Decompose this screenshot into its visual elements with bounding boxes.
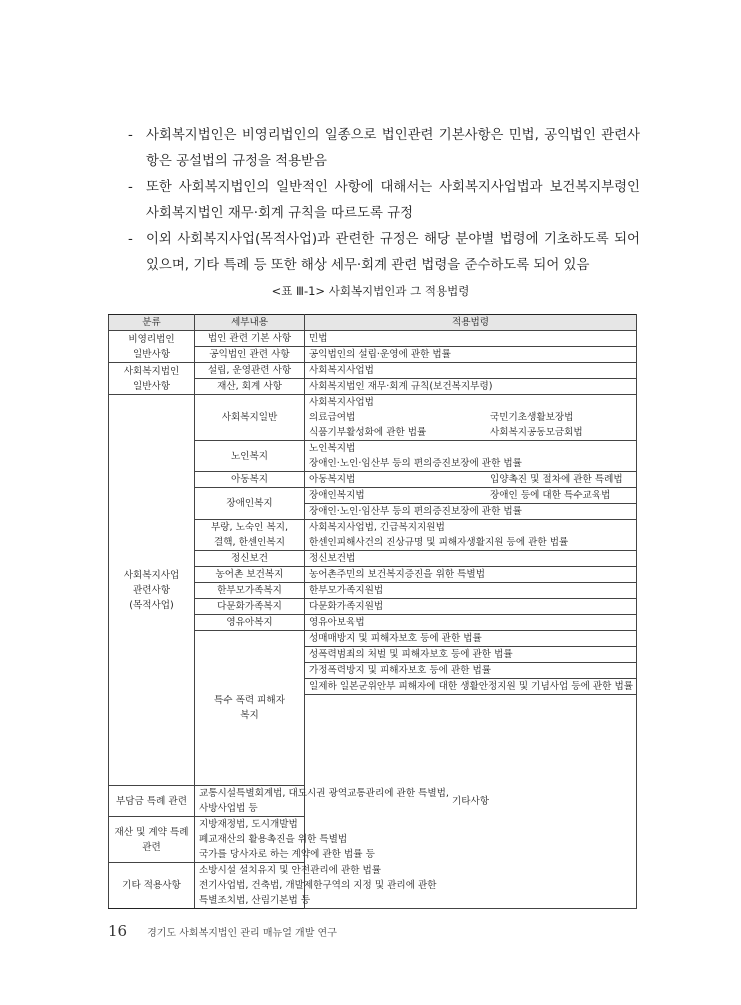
- bullet-dash: -: [128, 232, 133, 247]
- law-text: 아동복지법: [309, 474, 356, 485]
- law-cell: [195, 786, 449, 817]
- law-line: 지방재정법, 도시개발법: [199, 819, 298, 830]
- table-row: [109, 331, 637, 347]
- law-text: 입양촉진 및 절차에 관한 특례법: [490, 474, 623, 485]
- detail-line: 관련: [142, 841, 161, 853]
- bullet-item: [128, 227, 640, 279]
- law-cell: 공익법인의 설립·운영에 관한 법률: [305, 347, 637, 363]
- bullet-list: [128, 123, 640, 279]
- law-table: [108, 314, 637, 909]
- law-text: 의료급여법: [309, 412, 356, 423]
- category-line: 사회복지법인: [123, 365, 180, 377]
- table-header-row: [109, 315, 637, 331]
- detail-line: 복지: [240, 710, 259, 721]
- category-line: 비영리법인: [128, 333, 175, 345]
- detail-cell: 설립, 운영관련 사항: [195, 363, 305, 379]
- category-line: 사회복지사업: [123, 569, 180, 581]
- law-line: 사방사업법 등: [199, 803, 258, 814]
- detail-cell: 공익법인 관련 사항: [195, 347, 305, 363]
- law-cell: 일제하 일본군위안부 피해자에 대한 생활안정지원 및 기념사업 등에 관한 법률: [305, 679, 637, 695]
- law-cell: 다문화가족지원법: [305, 599, 637, 615]
- law-cell: [195, 863, 437, 909]
- header-law: 적용법령: [305, 315, 637, 331]
- detail-line: 결핵, 한센인복지: [214, 537, 285, 548]
- law-line: 장애인·노인·임산부 등의 편의증진보장에 관한 법률: [309, 458, 522, 469]
- law-cell: [195, 817, 375, 863]
- detail-cell: 농어촌 보건복지: [195, 567, 305, 583]
- law-text: 식품기부활성화에 관한 법률: [309, 427, 427, 438]
- law-cell: 장애인·노인·임산부 등의 편의증진보장에 관한 법률: [305, 504, 637, 520]
- law-cell: 정신보건법: [305, 551, 637, 567]
- header-detail: 세부내용: [195, 315, 305, 331]
- category-cell: [109, 363, 195, 395]
- law-line: 교통시설특별회계법, 대도시권 광역교통관리에 관한 특별법,: [199, 788, 449, 799]
- law-cell: 민법: [305, 331, 637, 347]
- detail-cell: 다문화가족복지: [195, 599, 305, 615]
- bullet-item: [128, 123, 640, 175]
- law-text: 사회복지공동모금회법: [490, 427, 583, 438]
- category-cell: [109, 331, 195, 363]
- table-caption: <표 Ⅲ-1> 사회복지법인과 그 적용법령: [271, 284, 470, 298]
- law-line: 전기사업법, 건축법, 개발제한구역의 지정 및 관리에 관한: [199, 880, 437, 891]
- law-cell: 한부모가족지원법: [305, 583, 637, 599]
- table-row: [109, 363, 637, 379]
- law-line: 사회복지사업법: [309, 397, 374, 408]
- category-line: (목적사업): [129, 599, 174, 611]
- law-line: [309, 425, 632, 440]
- bullet-text: 이외 사회복지사업(목적사업)과 관련한 규정은 해당 분야별 법령에 기초하도록 되어 있으며, 기타 특례 등 또한 해상 세무·회계 관련 법령을 준수하도록 되어 있음: [146, 232, 640, 273]
- law-line: [309, 410, 632, 425]
- detail-cell: 법인 관련 기본 사항: [195, 331, 305, 347]
- header-category: 분류: [109, 315, 195, 331]
- detail-cell: 기타 적용사항: [109, 863, 195, 909]
- bullet-text: 또한 사회복지법인의 일반적인 사항에 대해서는 사회복지사업법과 보건복지부령인 사회복지법인 재무·회계 규칙을 따르도록 규정: [146, 180, 640, 221]
- law-text: 장애인 등에 대한 특수교육법: [490, 490, 611, 501]
- law-line: 소방시설 설치유지 및 안전관리에 관한 법률: [199, 865, 382, 876]
- detail-cell: 영유아복지: [195, 615, 305, 631]
- law-line: 특별조치법, 산림기본법 등: [199, 895, 311, 906]
- law-cell: [305, 395, 637, 441]
- table-row: [109, 395, 637, 441]
- detail-cell: 사회복지일반: [195, 395, 305, 441]
- bullet-item: [128, 175, 640, 227]
- page-footer: [108, 922, 337, 940]
- category-line: 일반사항: [132, 380, 171, 392]
- running-title: 경기도 사회복지법인 관리 매뉴얼 개발 연구: [147, 928, 337, 939]
- law-cell: 농어촌주민의 보건복지증진을 위한 특별법: [305, 567, 637, 583]
- law-text: 장애인복지법: [309, 490, 365, 501]
- detail-cell: 정신보건: [195, 551, 305, 567]
- law-line: 한센인피해사건의 진상규명 및 피해자생활지원 등에 관한 법률: [309, 537, 569, 548]
- law-line: 노인복지법: [309, 443, 356, 454]
- detail-line: 부랑, 노숙인 복지,: [210, 522, 289, 533]
- law-cell: 가정폭력방지 및 피해자보호 등에 관한 법률: [305, 663, 637, 679]
- detail-cell: 아동복지: [195, 472, 305, 488]
- law-cell: 사회복지사업법: [305, 363, 637, 379]
- category-line: 일반사항: [132, 348, 171, 360]
- law-cell: [305, 472, 637, 488]
- bullet-dash: -: [128, 180, 133, 195]
- law-line: [309, 472, 632, 487]
- category-line: 관련사항: [132, 584, 171, 596]
- page-number: 16: [108, 922, 128, 940]
- law-line: 국가를 당사자로 하는 계약에 관한 법률 등: [199, 849, 375, 860]
- category-cell: 기타사항: [305, 695, 637, 909]
- law-cell: [305, 488, 637, 504]
- law-cell: 사회복지법인 재무·회계 규칙(보건복지부령): [305, 379, 637, 395]
- law-cell: 영유아보육법: [305, 615, 637, 631]
- category-cell: [109, 395, 195, 786]
- law-line: 폐교재산의 활용촉진을 위한 특별법: [199, 834, 348, 845]
- law-cell: 성폭력범죄의 처벌 및 피해자보호 등에 관한 법률: [305, 647, 637, 663]
- detail-cell: [109, 817, 195, 863]
- detail-cell: 부담금 특례 관련: [109, 786, 195, 817]
- law-line: [309, 488, 632, 503]
- detail-cell: 한부모가족복지: [195, 583, 305, 599]
- law-cell: 성매매방지 및 피해자보호 등에 관한 법률: [305, 631, 637, 647]
- law-cell: [305, 441, 637, 472]
- detail-line: 재산 및 계약 특례: [114, 826, 189, 838]
- law-line: 사회복지사업법, 긴급복지지원법: [309, 522, 445, 533]
- detail-cell: 노인복지: [195, 441, 305, 472]
- law-text: 국민기초생활보장법: [490, 412, 574, 423]
- detail-cell: 장애인복지: [195, 488, 305, 520]
- detail-cell: 재산, 회계 사항: [195, 379, 305, 395]
- law-cell: [305, 520, 637, 551]
- detail-cell: [195, 631, 305, 786]
- detail-line: 특수 폭력 피해자: [214, 695, 285, 706]
- bullet-dash: -: [128, 128, 133, 143]
- detail-cell: [195, 520, 305, 551]
- bullet-text: 사회복지법인은 비영리법인의 일종으로 법인관련 기본사항은 민법, 공익법인 관련사항은 공설법의 규정을 적용받음: [146, 128, 640, 169]
